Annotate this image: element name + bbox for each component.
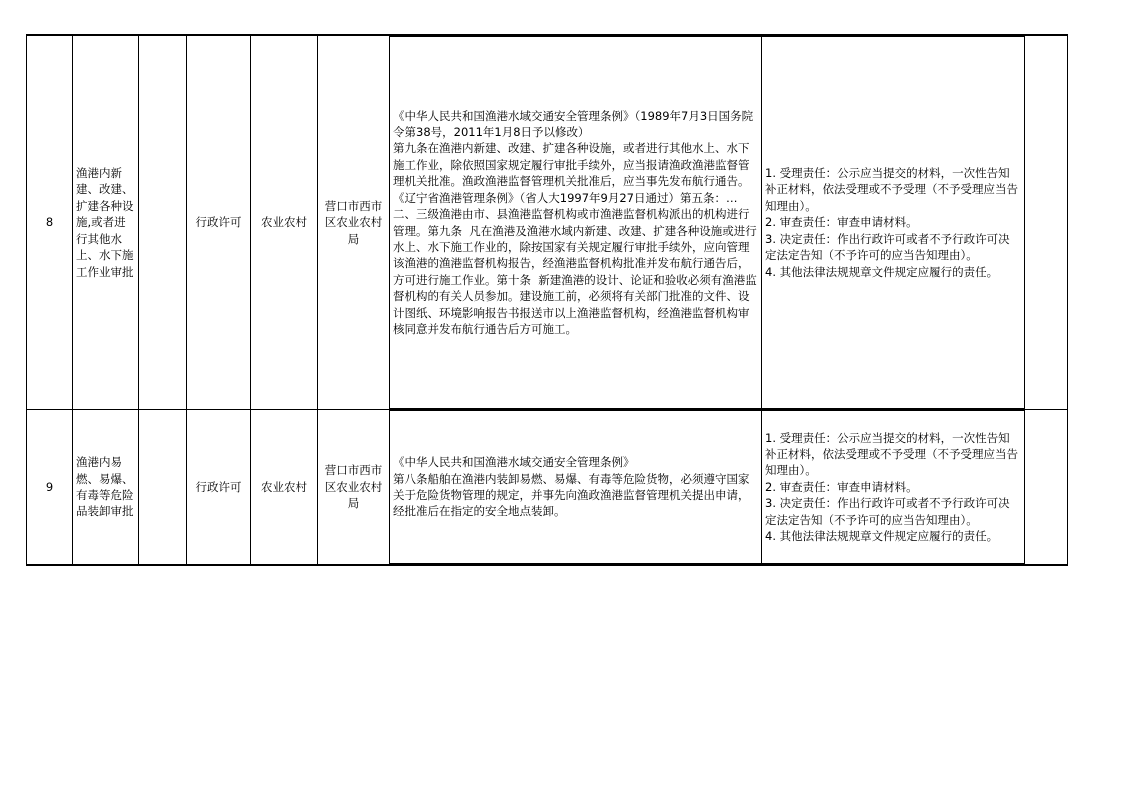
item-executor: 营口市西市区农业农村局	[318, 410, 390, 566]
item-number: 8	[27, 35, 73, 410]
item-duties: 1. 受理责任：公示应当提交的材料，一次性告知补正材料，依法受理或不予受理（不予受理应当告知理由）。 2. 审查责任：审查申请材料。 3. 决定责任：作出行政许可或者不予行政许可决定法定告知（不予许可的应当告知理由）。 4. 其他法律法规规章文件规定应履行的责任。	[765, 430, 1018, 544]
item-executor: 营口市西市区农业农村局	[318, 35, 390, 410]
item-department: 农业农村	[251, 410, 318, 566]
item-duties: 1. 受理责任：公示应当提交的材料，一次性告知补正材料，依法受理或不予受理（不予受理应当告知理由）。 2. 审查责任：审查申请材料。 3. 决定责任：作出行政许可或者不予行政许可决定法定告知（不予许可的应当告知理由）。 4. 其他法律法规规章文件规定应履行的责任。	[765, 166, 1018, 279]
basis-cell	[390, 410, 762, 566]
item-category: 行政许可	[187, 35, 251, 410]
item-name: 渔港内新建、改建、扩建各种设施,或者进行其他水上、水下施工作业审批	[73, 35, 139, 410]
empty-cell	[1025, 35, 1068, 410]
item-legal-basis: 《中华人民共和国渔港水域交通安全管理条例》（1989年7月3日国务院令第38号，2011年1月8日予以修改） 第九条在渔港内新建、改建、扩建各种设施，或者进行其他水上、水下施工作业，除依照国家规定履行审批手续外，应当报请渔政渔港监督管理机关批准。渔政渔港监督管理机关批准后，应当事先发布航行通告。 《辽宁省渔港管理条例》（省人大1997年9月27日通过）第五条：…二、三级渔港由市、县渔港监督机构或市渔港监督机构派出的机构进行管理。第九条 凡在渔港及渔港水域内新建、改建、扩建各种设施或进行水上、水下施工作业的，除按国家有关规定履行审批手续外，应向管理该渔港的渔港监督机构报告，经渔港监督机构批准并发布航行通告后，方可进行施工作业。第十条 新建渔港的设计、论证和验收必须有渔港监督机构的有关人员参加。建设施工前，必须将有关部门批准的文件、设计图纸、环境影响报告书报送市以上渔港监督机构，经渔港监督机构审核同意并发布航行通告后方可施工。	[393, 108, 757, 336]
responsibility-table	[26, 34, 1068, 566]
duty-cell	[762, 35, 1025, 410]
empty-cell	[139, 410, 187, 566]
item-legal-basis: 《中华人民共和国渔港水域交通安全管理条例》 第八条船舶在渔港内装卸易燃、易爆、有毒等危险货物，必须遵守国家关于危险货物管理的规定，并事先向渔政渔港监督管理机关提出申请，经批准后在指定的安全地点装卸。	[393, 455, 750, 519]
item-number: 9	[27, 410, 73, 566]
item-category: 行政许可	[187, 410, 251, 566]
basis-cell	[390, 35, 762, 410]
item-name: 渔港内易燃、易爆、有毒等危险品装卸审批	[73, 410, 139, 566]
table-row	[27, 410, 1068, 566]
table-row	[27, 35, 1068, 410]
empty-cell	[139, 35, 187, 410]
empty-cell	[1025, 410, 1068, 566]
duty-cell	[762, 410, 1025, 566]
item-department: 农业农村	[251, 35, 318, 410]
